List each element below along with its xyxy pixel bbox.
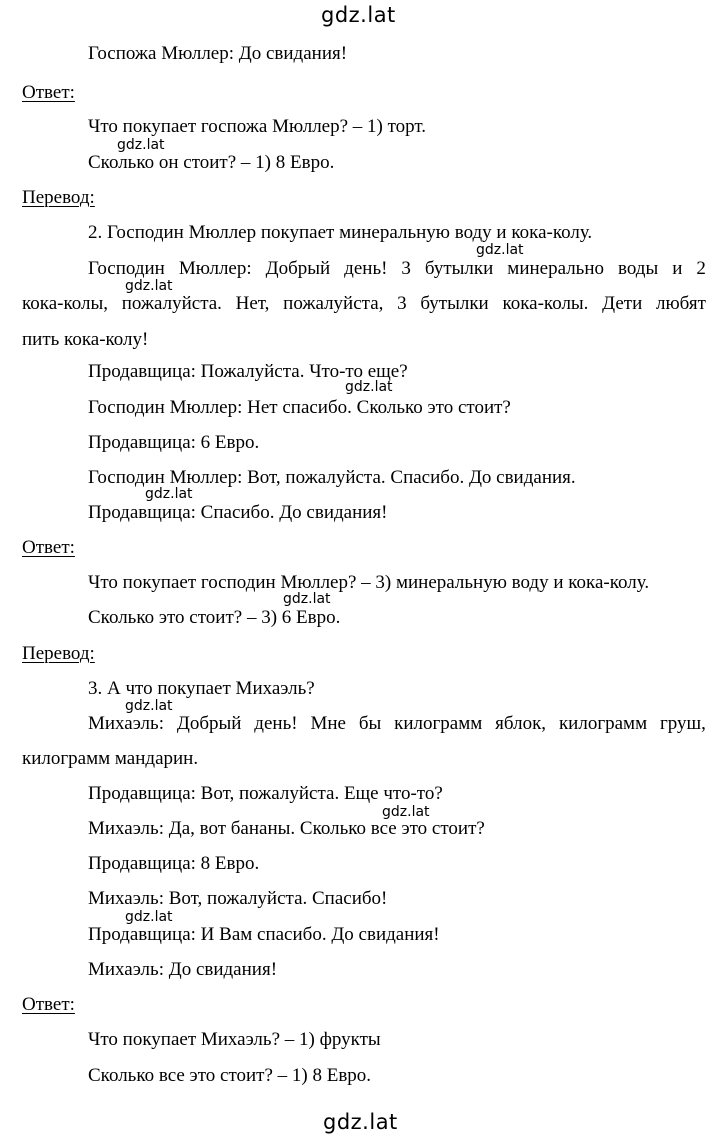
dialog-line-justified — [88, 714, 706, 733]
word: Михаэль: — [88, 713, 164, 734]
word: кока-колы, — [22, 293, 108, 314]
word: Мюллер: — [178, 258, 252, 279]
answer-label: Ответ: — [22, 994, 75, 1015]
word: пожалуйста. — [121, 293, 222, 314]
word: Господин — [88, 258, 165, 279]
watermark: gdz.lat — [145, 486, 193, 502]
word: бутылки — [420, 293, 489, 314]
dialog-line: Продавщица: Пожалуйста. Что-то еще? — [88, 361, 408, 382]
word: Мне — [310, 713, 346, 734]
watermark: gdz.lat — [345, 379, 393, 395]
word: бы — [358, 713, 382, 734]
watermark: gdz.lat — [476, 242, 524, 258]
answer-line: Сколько все это стоит? – 1) 8 Евро. — [88, 1065, 372, 1086]
word: бутылки — [424, 258, 494, 279]
word: килограмм — [394, 713, 483, 734]
dialog-line: Продавщица: Спасибо. До свидания! — [88, 502, 388, 523]
watermark-bottom: gdz.lat — [323, 1110, 398, 1134]
watermark: gdz.lat — [382, 804, 430, 820]
word: Дети — [602, 293, 643, 314]
word: 3 — [397, 293, 407, 314]
dialog-line-justified — [88, 259, 706, 278]
watermark: gdz.lat — [125, 909, 173, 925]
dialog-line-justified — [22, 294, 706, 313]
word: Добрый — [265, 258, 331, 279]
dialog-line: килограмм мандарин. — [22, 748, 199, 769]
section-heading: 2. Господин Мюллер покупает минеральную воду и кока-колу. — [88, 222, 593, 243]
dialog-line: Господин Мюллер: Нет спасибо. Сколько это стоит? — [88, 397, 511, 418]
word: яблок, — [495, 713, 547, 734]
dialog-line: Михаэль: Вот, пожалуйста. Спасибо! — [88, 888, 388, 909]
word: Нет, — [235, 293, 270, 314]
watermark-top: gdz.lat — [321, 3, 396, 27]
translation-label: Перевод: — [22, 187, 95, 208]
word: и — [672, 258, 683, 279]
answer-line: Сколько он стоит? – 1) 8 Евро. — [88, 152, 335, 173]
answer-label: Ответ: — [22, 537, 75, 558]
answer-line: Сколько это стоит? – 3) 6 Евро. — [88, 607, 341, 628]
section-heading: 3. А что покупает Михаэль? — [88, 678, 315, 699]
dialog-line: Михаэль: До свидания! — [88, 959, 278, 980]
translation-label: Перевод: — [22, 643, 95, 664]
dialog-line: Михаэль: Да, вот бананы. Сколько все это стоит? — [88, 818, 485, 839]
watermark: gdz.lat — [125, 698, 173, 714]
word: Добрый — [176, 713, 242, 734]
dialog-line: Госпожа Мюллер: До свидания! — [88, 43, 348, 64]
dialog-line: Продавщица: Вот, пожалуйста. Еще что-то? — [88, 783, 443, 804]
word: любят — [655, 293, 706, 314]
word: 3 — [401, 258, 411, 279]
word: килограмм — [558, 713, 648, 734]
answer-label: Ответ: — [22, 82, 75, 103]
watermark: gdz.lat — [117, 137, 165, 153]
word: кока-колы. — [502, 293, 589, 314]
word: 2 — [696, 258, 706, 279]
word: день! — [254, 713, 298, 734]
word: пожалуйста, — [283, 293, 384, 314]
word: груш, — [659, 713, 706, 734]
dialog-line: Продавщица: 8 Евро. — [88, 853, 260, 874]
watermark: gdz.lat — [125, 278, 173, 294]
word: воды — [618, 258, 659, 279]
answer-line: Что покупает госпожа Мюллер? – 1) торт. — [88, 116, 427, 137]
dialog-line: Господин Мюллер: Вот, пожалуйста. Спасибо. До свидания. — [88, 467, 576, 488]
watermark: gdz.lat — [283, 591, 331, 607]
dialog-line: Продавщица: 6 Евро. — [88, 432, 260, 453]
word: день! — [344, 258, 388, 279]
dialog-line: пить кока-колу! — [22, 329, 149, 350]
answer-line: Что покупает господин Мюллер? – 3) минеральную воду и кока-колу. — [88, 572, 650, 593]
answer-line: Что покупает Михаэль? – 1) фрукты — [88, 1029, 381, 1050]
word: минерально — [507, 258, 605, 279]
dialog-line: Продавщица: И Вам спасибо. До свидания! — [88, 924, 440, 945]
